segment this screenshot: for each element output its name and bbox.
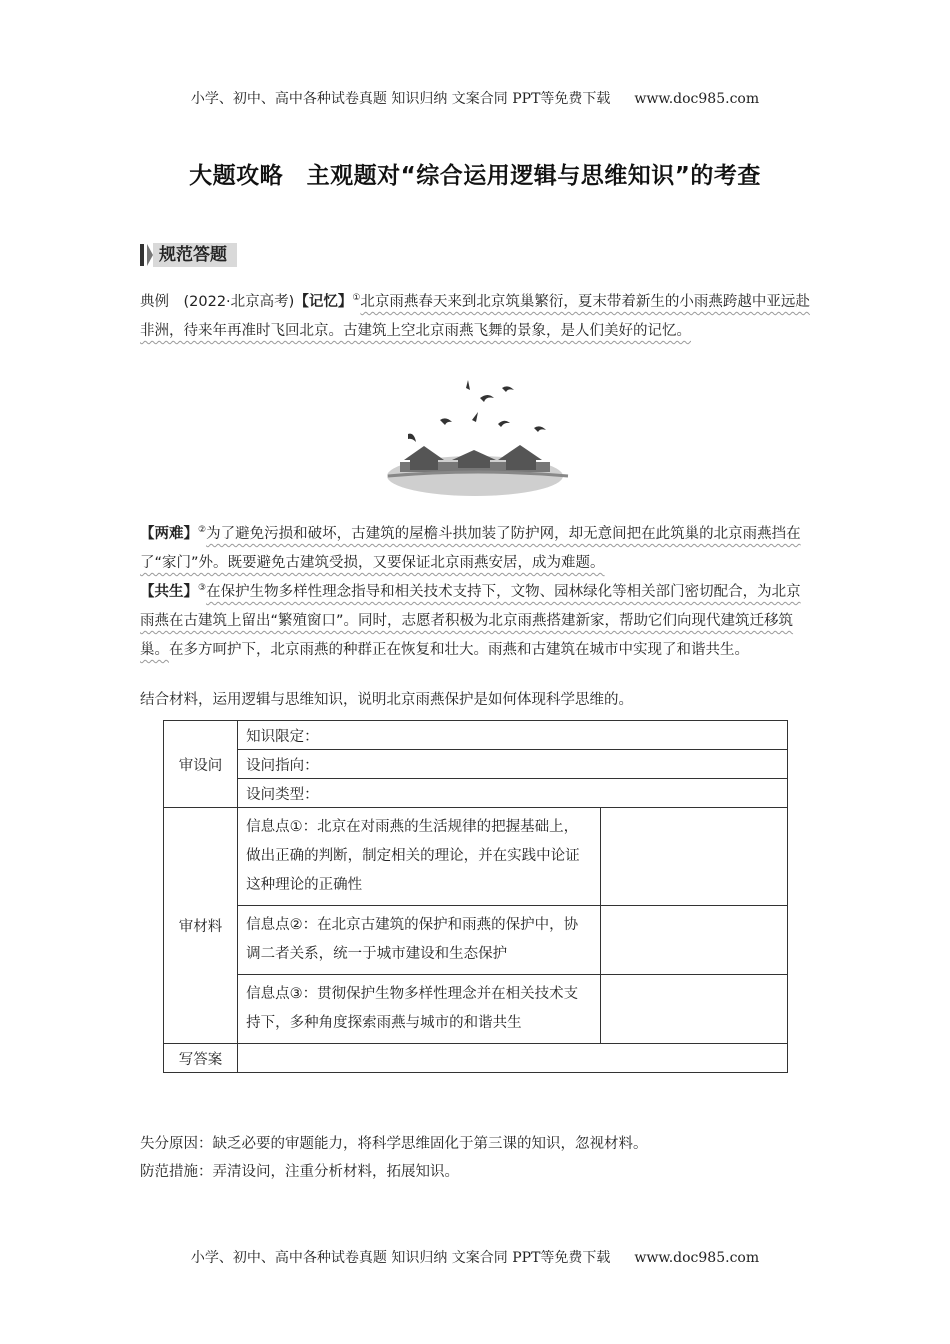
item-type: 设问类型： (238, 779, 788, 808)
answer-write-cell[interactable] (238, 1044, 788, 1073)
label-material: 审材料 (164, 808, 238, 1044)
page-header (0, 88, 950, 108)
info-point-3: 信息点③：贯彻保护生物多样性理念并在相关技术支持下，多种角度探索雨燕与城市的和谐共生 (238, 975, 601, 1044)
mark-3: ③ (198, 583, 207, 593)
table-row (164, 779, 788, 808)
header-text: 小学、初中、高中各种试卷真题 知识归纳 文案合同 PPT等免费下载 (190, 91, 611, 107)
header-site[interactable]: www.doc985.com (634, 91, 760, 107)
section-label (140, 243, 237, 267)
dilemma-text: 为了避免污损和破坏，古建筑的屋檐斗拱加装了防护网，却无意间把在此筑巢的北京雨燕挡在了“家门”外。既要避免古建筑受损，又要保证北京雨燕安居，成为难题。 (140, 525, 801, 571)
answer-cell-2[interactable] (600, 906, 787, 975)
answer-cell-3[interactable] (600, 975, 787, 1044)
table-row (164, 808, 788, 906)
pavilion-icon (400, 445, 550, 472)
coexist-text-b: 在多方呵护下，北京雨燕的种群正在恢复和壮大。雨燕和古建筑在城市中实现了和谐共生。 (169, 641, 749, 658)
table-row (164, 975, 788, 1044)
label-answer: 写答案 (164, 1044, 238, 1073)
section-bar-icon (140, 244, 144, 266)
item-knowledge: 知识限定： (238, 721, 788, 750)
item-direction: 设问指向： (238, 750, 788, 779)
prevent-measure: 防范措施：弄清设问，注重分析材料，拓展知识。 (140, 1164, 459, 1180)
question-text: 结合材料，运用逻辑与思维知识，说明北京雨燕保护是如何体现科学思维的。 (140, 692, 633, 708)
swift-illustration (380, 376, 570, 496)
example-memory (140, 284, 812, 346)
example-dilemma (140, 516, 812, 578)
table-row (164, 750, 788, 779)
mark-2: ② (198, 525, 207, 535)
example-source: (2022·北京高考) (183, 293, 295, 310)
tag-dilemma: 【两难】 (140, 525, 198, 542)
info-point-2: 信息点②：在北京古建筑的保护和雨燕的保护中，协调二者关系，统一于城市建设和生态保护 (238, 906, 601, 975)
loss-reason: 失分原因：缺乏必要的审题能力，将科学思维固化于第三课的知识，忽视材料。 (140, 1136, 648, 1152)
table-row (164, 721, 788, 750)
memory-text: 北京雨燕春天来到北京筑巢繁衍，夏末带着新生的小雨燕跨越中亚远赴非洲，待来年再准时飞回北京。古建筑上空北京雨燕飞舞的景象，是人们美好的记忆。 (140, 293, 810, 339)
footer-site[interactable]: www.doc985.com (634, 1250, 760, 1266)
table-row (164, 906, 788, 975)
tag-coexist: 【共生】 (140, 583, 198, 600)
coexist-text-a: 在保护生物多样性理念指导和相关技术支持下，文物、园林绿化等相关部门密切配合，为北京雨燕在古建筑上留出“繁殖窗口”。同时，志愿者积极为北京雨燕搭建新家，帮助它们向现代建筑迁移筑巢。 (140, 583, 801, 658)
example-coexist (140, 574, 812, 665)
page-footer (0, 1247, 950, 1267)
mark-1: ① (352, 293, 361, 303)
table-row (164, 1044, 788, 1073)
label-question: 审设问 (164, 721, 238, 808)
page-title: 大题攻略 主观题对“综合运用逻辑与思维知识”的考查 (189, 163, 761, 189)
answer-cell-1[interactable] (600, 808, 787, 906)
tag-memory: 【记忆】 (294, 293, 353, 310)
example-label: 典例 (140, 293, 169, 310)
footer-text: 小学、初中、高中各种试卷真题 知识归纳 文案合同 PPT等免费下载 (190, 1250, 611, 1266)
info-point-1: 信息点①：北京在对雨燕的生活规律的把握基础上，做出正确的判断，制定相关的理论，并在实践中论证这种理论的正确性 (238, 808, 601, 906)
analysis-table (163, 720, 788, 1073)
swift-birds-icon (408, 380, 546, 442)
section-label-text: 规范答题 (153, 243, 237, 267)
